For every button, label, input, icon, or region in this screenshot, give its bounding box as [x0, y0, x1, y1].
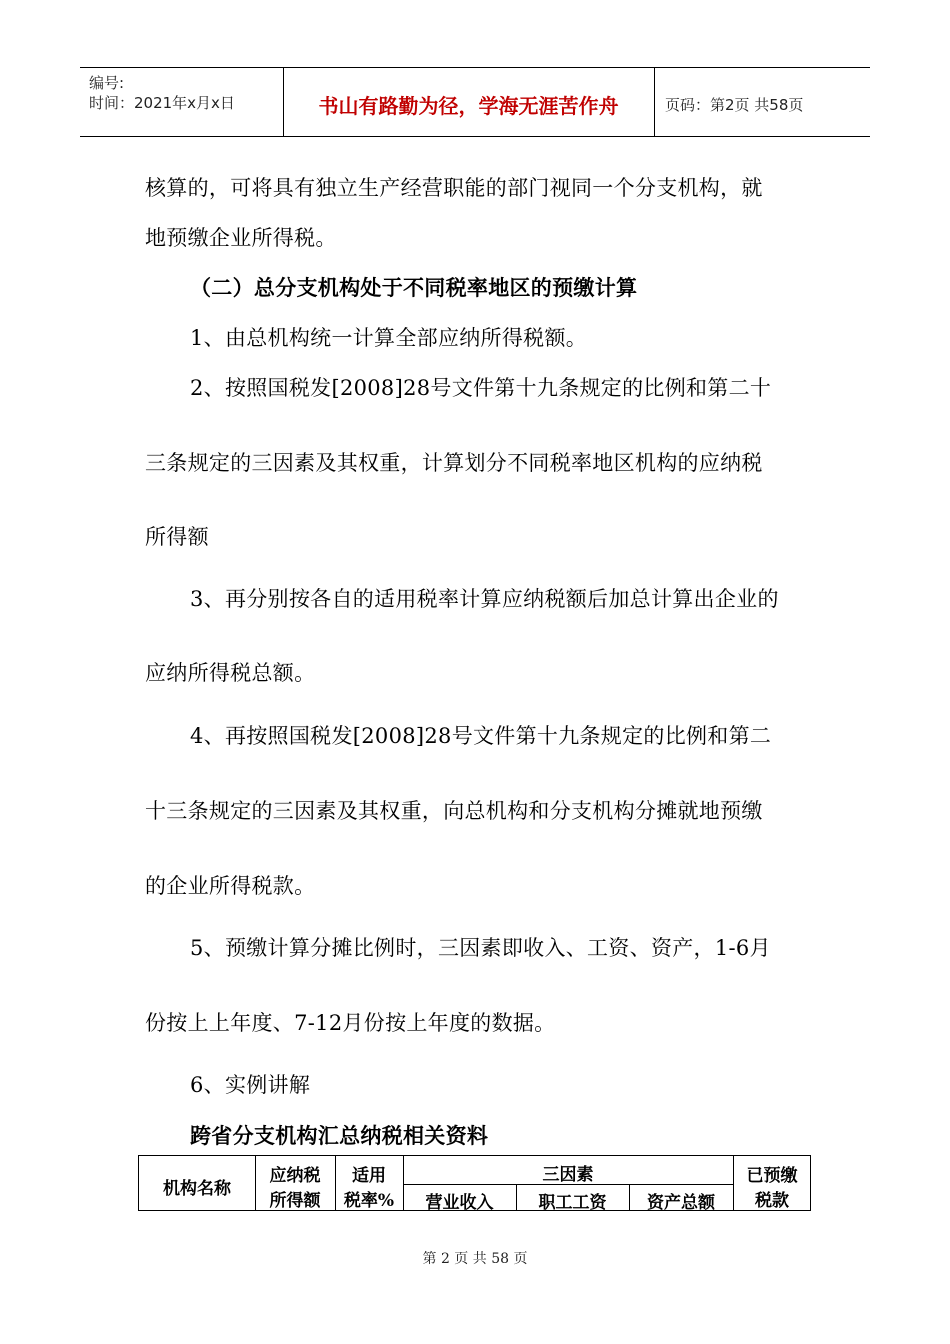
col-group-three-factors: 三因素: [542, 1165, 594, 1185]
body-line-item-2-end: 所得额: [145, 525, 209, 549]
body-line-1: 核算的，可将具有独立生产经营职能的部门视同一个分支机构，就: [145, 176, 763, 200]
header-page-info: 页码：第2页 共58页: [665, 96, 804, 114]
body-line-item-4-cont: 十三条规定的三因素及其权重，向总机构和分支机构分摊就地预缴: [145, 799, 763, 823]
tax-data-table: [138, 1155, 811, 1211]
body-line-2: 地预缴企业所得税。: [145, 226, 337, 250]
document-number-label: 编号:: [89, 74, 125, 92]
body-line-item-6: 6、实例讲解: [190, 1073, 311, 1097]
page-footer: 第 2 页 共 58 页: [422, 1251, 528, 1267]
body-line-item-3-cont: 应纳所得税总额。: [145, 661, 316, 685]
col-header-taxable-income-1: 应纳税: [269, 1166, 321, 1186]
header-meta-cell: [80, 68, 284, 136]
col-header-taxable-income-2: 所得额: [269, 1191, 321, 1211]
col-header-assets: 资产总额: [647, 1193, 715, 1213]
col-header-prepaid-2: 税款: [755, 1191, 789, 1211]
body-line-item-1: 1、由总机构统一计算全部应纳所得税额。: [190, 326, 588, 350]
body-line-item-5: 5、预缴计算分摊比例时，三因素即收入、工资、资产，1-6月: [190, 936, 771, 960]
document-time-label: 时间：2021年x月x日: [89, 94, 235, 112]
body-line-item-5-cont: 份按上上年度、7-12月份按上年度的数据。: [145, 1011, 556, 1035]
col-header-revenue: 营业收入: [425, 1193, 494, 1213]
col-header-prepaid-1: 已预缴: [746, 1166, 798, 1186]
body-line-item-4: 4、再按照国税发[2008]28号文件第十九条规定的比例和第二: [190, 724, 772, 748]
header-motto-cell: [283, 68, 655, 136]
col-header-tax-rate-1: 适用: [352, 1166, 386, 1186]
body-line-item-3: 3、再分别按各自的适用税率计算应纳税额后加总计算出企业的: [190, 587, 779, 611]
col-header-tax-rate-2: 税率%: [343, 1191, 395, 1211]
table-caption: 跨省分支机构汇总纳税相关资料: [190, 1123, 489, 1148]
body-line-item-2: 2、按照国税发[2008]28号文件第十九条规定的比例和第二十: [190, 376, 772, 400]
col-header-org-name: 机构名称: [163, 1179, 231, 1199]
col-header-wages: 职工工资: [538, 1193, 607, 1213]
section-heading: （二）总分支机构处于不同税率地区的预缴计算: [190, 275, 638, 300]
document-header: [80, 67, 870, 137]
header-motto: 书山有路勤为径，学海无涯苦作舟: [318, 94, 619, 118]
header-page-cell: [655, 68, 870, 136]
body-line-item-2-cont: 三条规定的三因素及其权重，计算划分不同税率地区机构的应纳税: [145, 451, 763, 475]
body-line-item-4-end: 的企业所得税款。: [145, 874, 316, 898]
